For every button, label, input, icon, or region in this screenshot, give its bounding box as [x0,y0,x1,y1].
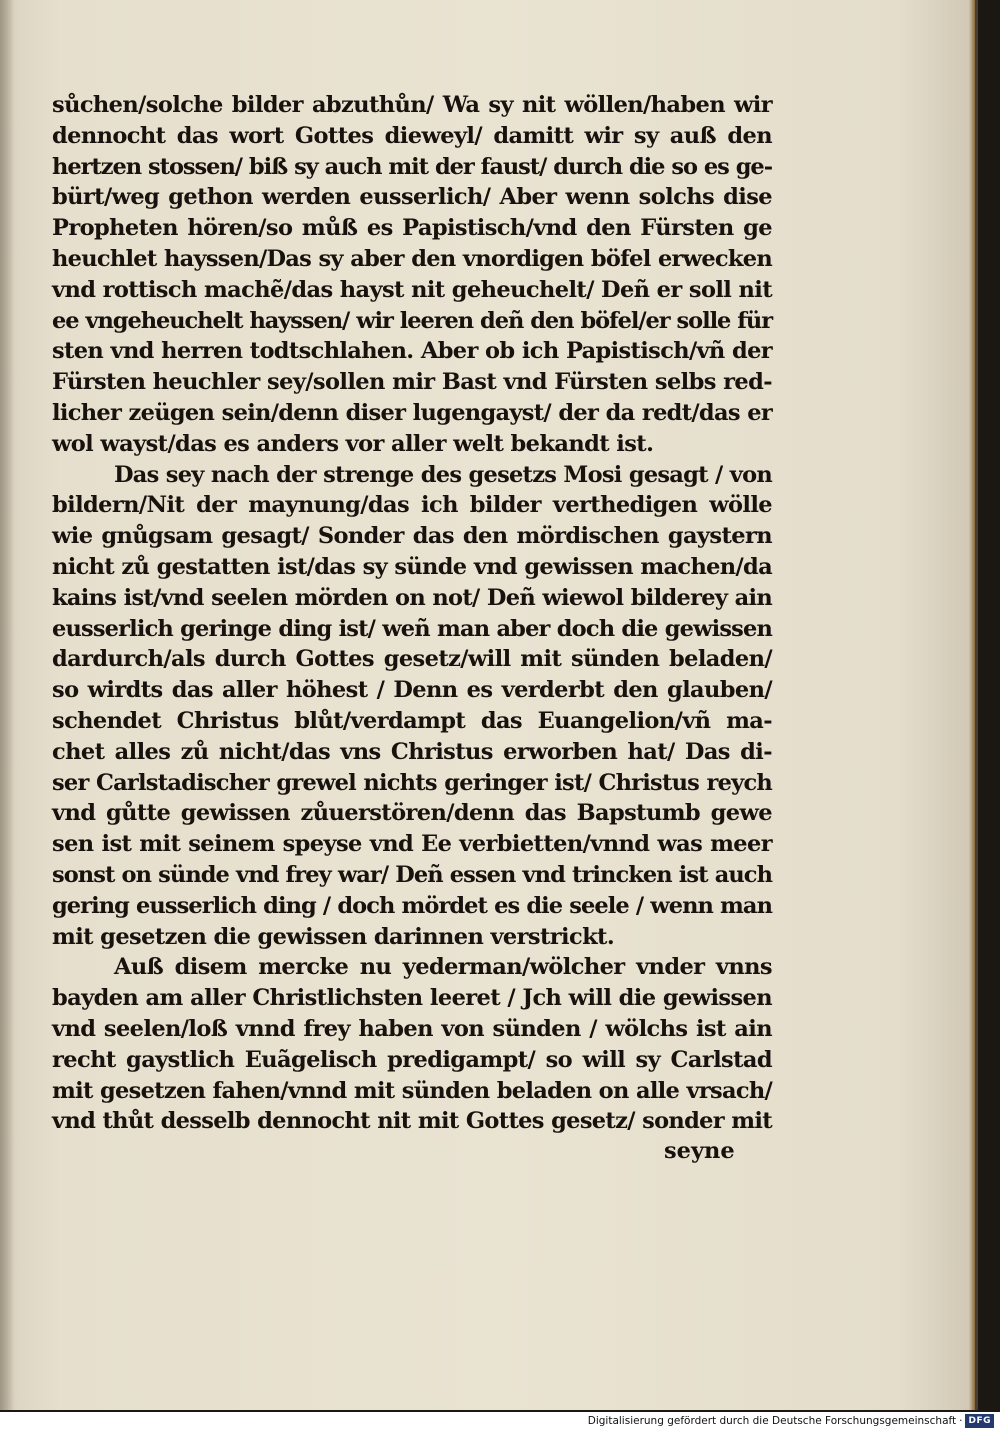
text-line: vnd gůtte gewissen zůuerstören/denn das Bapstumb gewe [52,800,772,827]
text-line: nicht zů gestatten ist/das sy sünde vnd gewissen machen/da [52,553,772,580]
text-line: vnd thůt desselb dennocht nit mit Gottes gesetz/ sonder mit [52,1108,772,1135]
text-line: mit gesetzen fahen/vnnd mit sünden beladen on alle vrsach/ [52,1077,772,1104]
text-line: heuchlet hayssen/Das sy aber den vnordigen böfel erwecken [52,245,772,272]
text-line: chet alles zů nicht/das vns Christus erworben hat/ Das di- [52,738,772,765]
dfg-logo: DFG [965,1414,994,1428]
text-line: Propheten hören/so můß es Papistisch/vnd den Fürsten ge [52,215,772,242]
text-line: vnd rottisch machẽ/das hayst nit geheuchelt/ Deñ er soll nit [52,276,772,303]
text-line: licher zeügen sein/denn diser lugengayst/ der da redt/das er [52,399,772,426]
text-block [52,90,772,1137]
text-line: Fürsten heuchler sey/sollen mir Bast vnd Fürsten selbs red- [52,369,772,396]
text-line: recht gaystlich Euãgelisch predigampt/ so will sy Carlstad [52,1046,772,1073]
digitization-credit [588,1412,994,1430]
credit-text: Digitalisierung gefördert durch die Deutsche Forschungsgemeinschaft [587,1415,957,1427]
text-line: schendet Christus blůt/verdampt das Euangelion/vñ ma- [52,707,772,734]
text-line: sůchen/solche bilder abzuthůn/ Wa sy nit wöllen/haben wir [52,92,772,118]
text-line: eusserlich geringe ding ist/ weñ man aber doch die gewissen [52,615,772,642]
text-line: kains ist/vnd seelen mörden on not/ Deñ wiewol bilderey ain [52,584,772,611]
paragraph-start-line: Auß disem mercke nu yederman/wölcher vnder vnns [114,954,772,981]
text-line: ee vngeheuchelt hayssen/ wir leeren deñ den böfel/er solle für [52,307,772,334]
text-line: hertzen stossen/ biß sy auch mit der faust/ durch die so es ge- [52,153,772,180]
text-line: gering eusserlich ding / doch mördet es die seele / wenn man [52,892,772,919]
text-line: bildern/Nit der maynung/das ich bilder verthedigen wölle [52,492,772,519]
text-line: dennocht das wort Gottes dieweyl/ damitt wir sy auß den [52,122,772,149]
text-line: ser Carlstadischer grewel nichts geringer ist/ Christus reych [52,769,772,796]
text-line: so wirdts das aller höhest / Denn es verderbt den glauben/ [52,677,772,704]
catchword: seyne [664,1138,735,1164]
text-line: wie gnůgsam gesagt/ Sonder das den mördischen gaystern [52,523,772,550]
text-line: sen ist mit seinem speyse vnd Ee verbietten/vnnd was meer [52,831,772,858]
paragraph-start-line: Das sey nach der strenge des gesetzs Mosi gesagt / von [114,461,772,488]
text-line: bayden am aller Christlichsten leeret / Jch will die gewissen [52,985,772,1012]
paragraph-end-line: mit gesetzen die gewissen darinnen verstrickt. [52,923,615,950]
paragraph-end-line: wol wayst/das es anders vor aller welt bekandt ist. [52,430,654,457]
text-line: sonst on sünde vnd frey war/ Deñ essen vnd trincken ist auch [52,861,772,888]
text-line: bürt/weg gethon werden eusserlich/ Aber wenn solchs dise [52,184,772,211]
text-line: dardurch/als durch Gottes gesetz/will mit sünden beladen/ [52,646,772,673]
text-line: sten vnd herren todtschlahen. Aber ob ich Papistisch/vñ der [52,338,772,365]
credit-separator: · [959,1415,963,1427]
text-line: vnd seelen/loß vnnd frey haben von sünden / wölchs ist ain [52,1015,772,1042]
